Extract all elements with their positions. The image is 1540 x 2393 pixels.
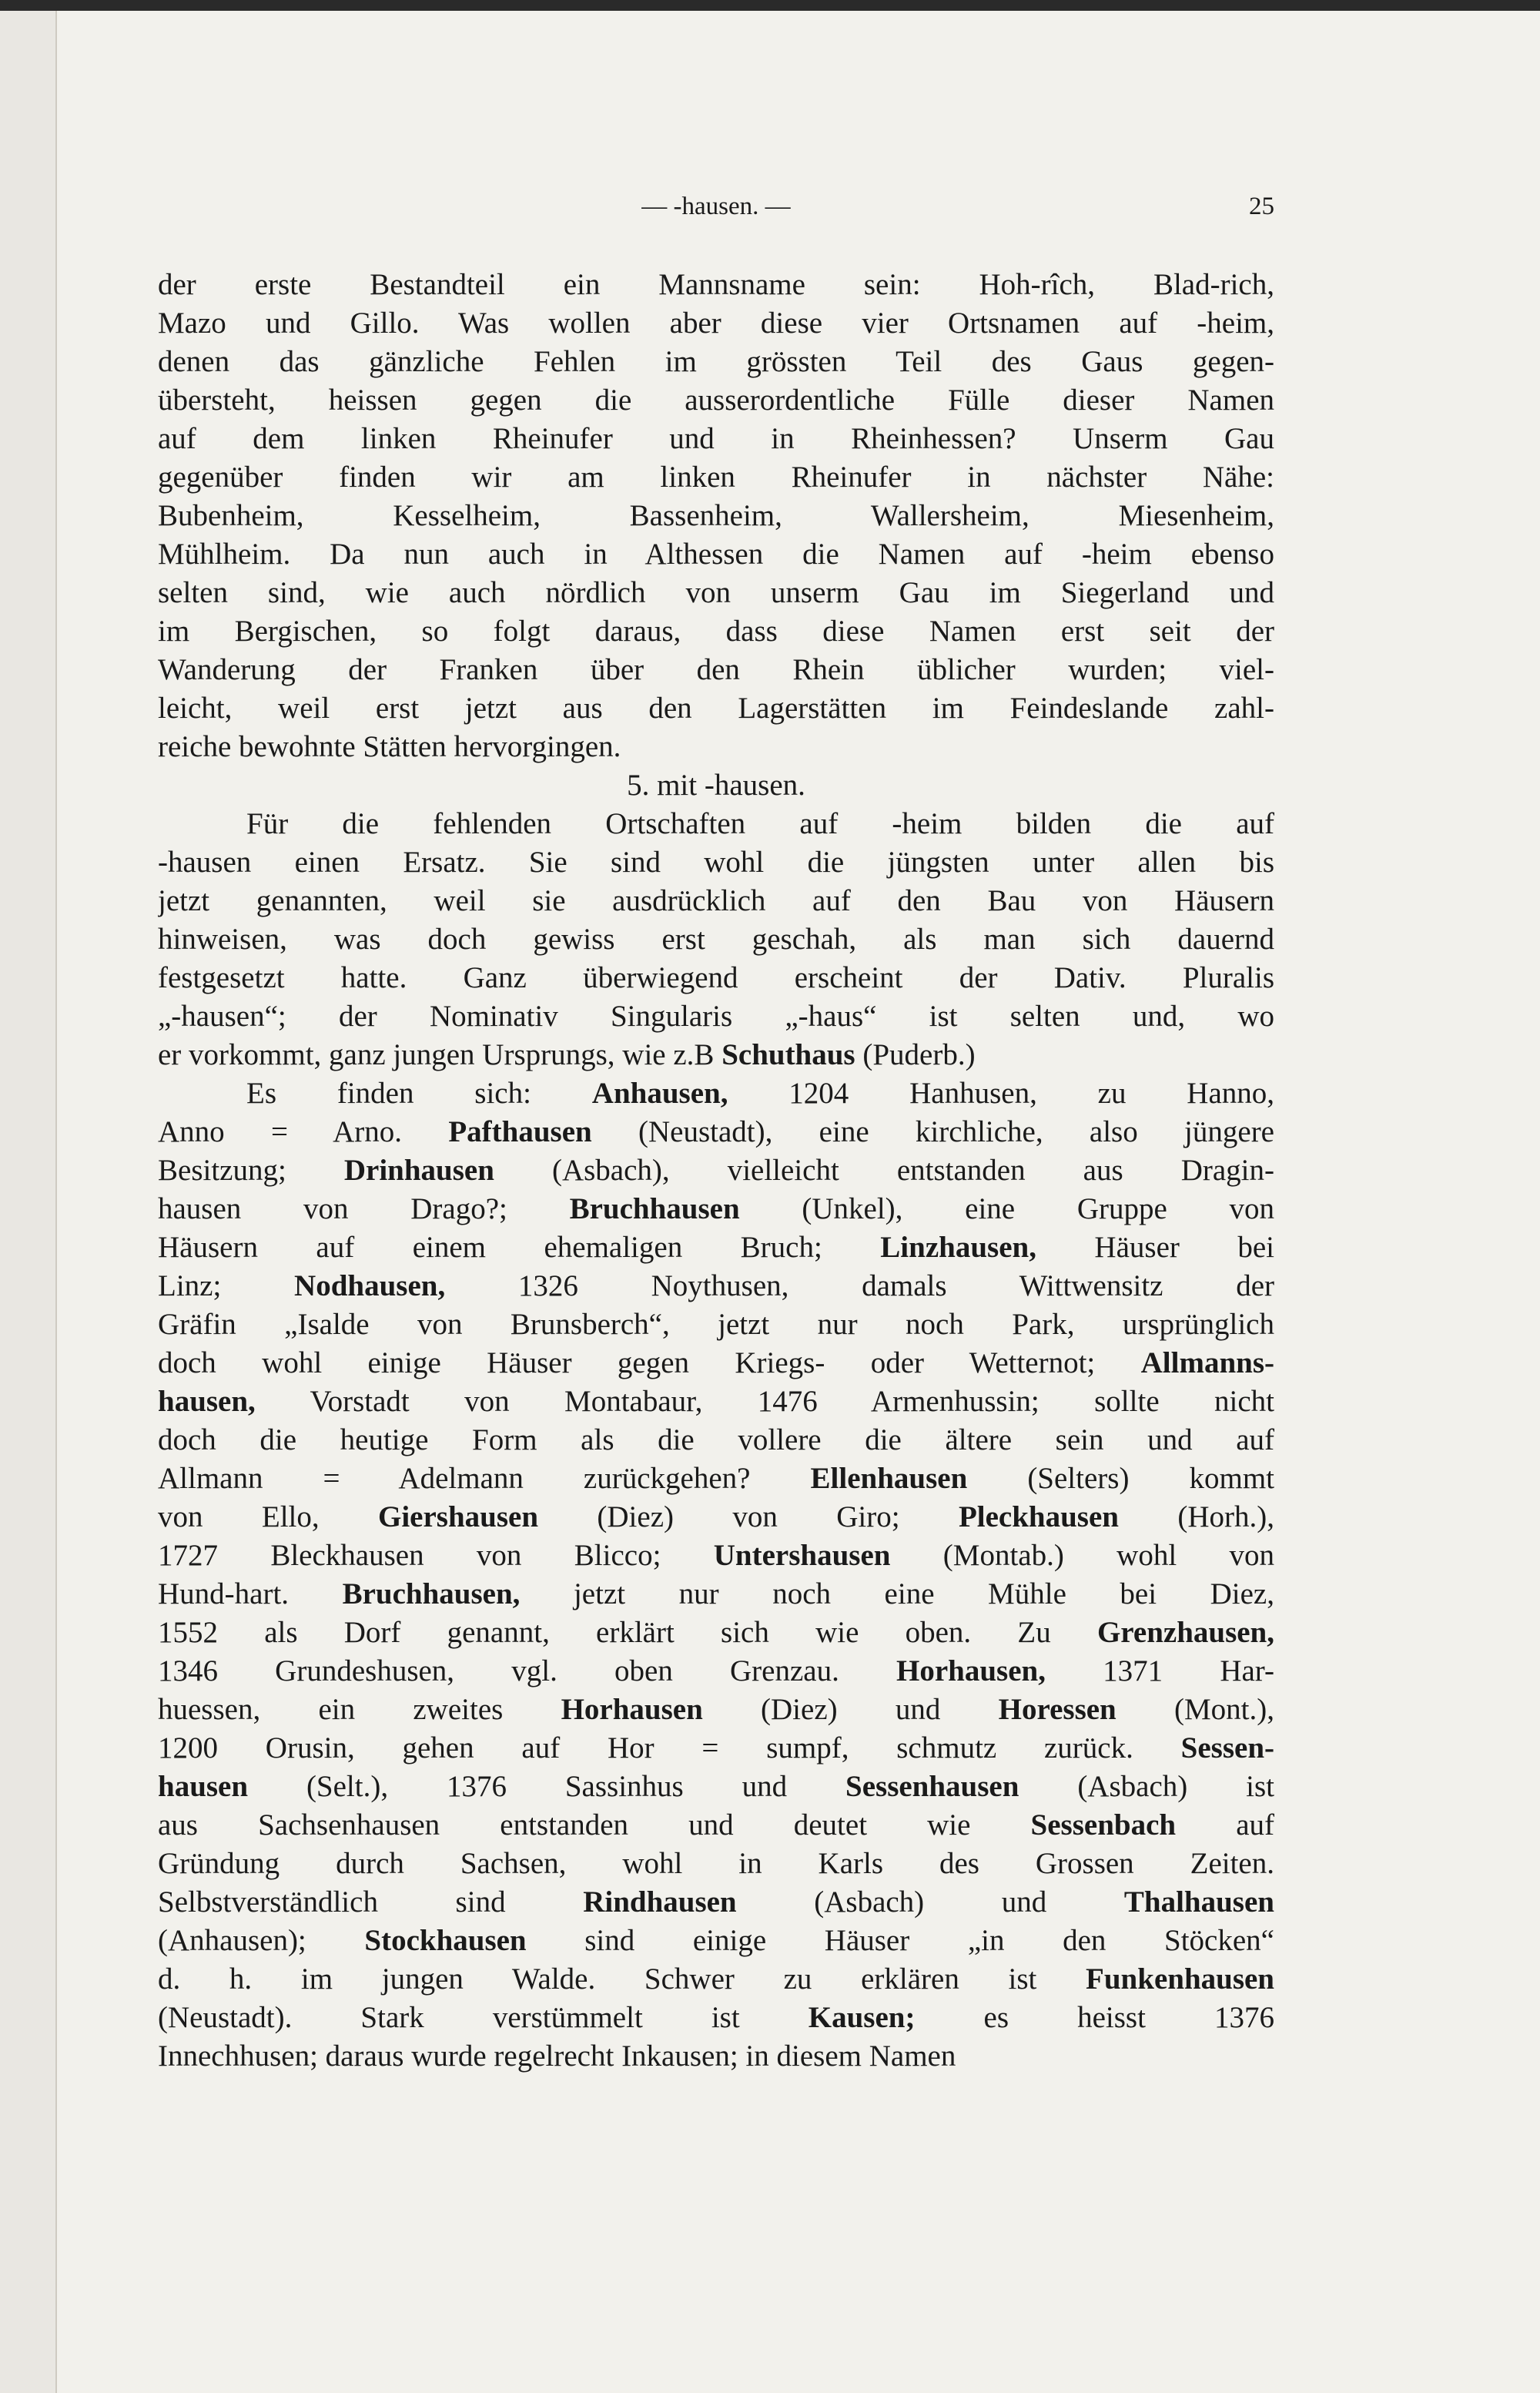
- section-heading: 5. mit -hausen.: [627, 769, 805, 802]
- text-run: (Mont.),: [1116, 1693, 1274, 1726]
- page-header: [158, 193, 1274, 231]
- text-run: von Ello,: [158, 1500, 378, 1533]
- text-run: huessen, ein zweites: [158, 1693, 561, 1726]
- text-run: Häuser bei: [1036, 1231, 1274, 1264]
- text-line: [158, 1845, 1274, 1883]
- text-line: [158, 1922, 1274, 1960]
- text-line: [158, 1691, 1274, 1729]
- text-line: im Bergischen, so folgt daraus, dass diese Namen erst seit der: [158, 615, 1274, 648]
- place-name: Sessenbach: [1030, 1808, 1177, 1842]
- text-line: übersteht, heissen gegen die ausserordentliche Fülle dieser Namen: [158, 384, 1274, 417]
- text-run: 1552 als Dorf genannt, erklärt sich wie oben. Zu: [158, 1616, 1097, 1649]
- text-line: [158, 959, 1274, 997]
- text-run: 1200 Orusin, gehen auf Hor = sumpf, schmutz zurück.: [158, 1731, 1181, 1765]
- text-line: [158, 1151, 1274, 1190]
- place-name: Horhausen: [561, 1693, 703, 1726]
- text-line: [158, 805, 1274, 843]
- page-number: 25: [1249, 193, 1274, 220]
- text-run: Innechhusen; daraus wurde regelrecht Inkausen; in diesem Namen: [158, 2039, 956, 2073]
- text-line: der erste Bestandteil ein Mannsname sein: Hoh-rîch, Blad-rich,: [158, 268, 1274, 301]
- text-line: [158, 1344, 1274, 1383]
- place-name: Rindhausen: [583, 1885, 737, 1919]
- text-run: doch wohl einige Häuser gegen Kriegs- oder Wetternot;: [158, 1346, 1141, 1379]
- text-line: [158, 1537, 1274, 1575]
- text-run: -hausen einen Ersatz. Sie sind wohl die jüngsten unter allen bis: [158, 846, 1274, 879]
- text-line: [158, 1999, 1274, 2037]
- place-name: Schuthaus: [721, 1038, 855, 1071]
- place-name: Sessen-: [1180, 1731, 1274, 1765]
- place-name: Kausen;: [808, 2001, 916, 2034]
- page-body: [158, 266, 1274, 2076]
- text-line: [158, 1421, 1274, 1460]
- text-line: Bubenheim, Kesselheim, Bassenheim, Wallersheim, Miesenheim,: [158, 499, 1274, 532]
- text-run: 1346 Grundeshusen, vgl. oben Grenzau.: [158, 1654, 897, 1688]
- place-name: Grenzhausen,: [1096, 1616, 1274, 1649]
- text-run: Anno = Arno.: [158, 1115, 449, 1148]
- text-line: [158, 1652, 1274, 1691]
- text-run: Gräfin „Isalde von Brunsberch“, jetzt nur noch Park, ursprünglich: [158, 1308, 1274, 1341]
- text-run: (Asbach) und: [736, 1885, 1124, 1919]
- place-name: Giershausen: [378, 1500, 539, 1533]
- text-run: „-hausen“; der Nominativ Singularis „-haus“ ist selten und, wo: [158, 1000, 1274, 1033]
- text-line: gegenüber finden wir am linken Rheinufer in nächster Nähe:: [158, 461, 1274, 494]
- text-line: [158, 1575, 1274, 1614]
- place-name: Thalhausen: [1123, 1885, 1274, 1919]
- text-line: Mazo und Gillo. Was wollen aber diese vier Ortsnamen auf -heim,: [158, 307, 1274, 340]
- text-run: Linz;: [158, 1269, 295, 1302]
- text-line: [158, 1305, 1274, 1344]
- place-name: Horhausen,: [896, 1654, 1046, 1688]
- text-line: [158, 1768, 1274, 1806]
- place-name: Allmanns-: [1140, 1346, 1274, 1379]
- text-line: [158, 1228, 1274, 1267]
- text-run: 1727 Bleckhausen von Blicco;: [158, 1539, 714, 1572]
- text-line: [158, 1729, 1274, 1768]
- text-line: [158, 1383, 1274, 1421]
- text-line: [158, 1614, 1274, 1652]
- place-name: Sessenhausen: [845, 1770, 1019, 1803]
- text-line: selten sind, wie auch nördlich von unserm Gau im Siegerland und: [158, 576, 1274, 609]
- text-run: doch die heutige Form als die vollere die ältere sein und auf: [158, 1423, 1274, 1456]
- text-line: [158, 1960, 1274, 1999]
- text-line: [158, 1267, 1274, 1305]
- scan-top-edge: [0, 0, 1540, 11]
- place-name: Stockhausen: [364, 1924, 527, 1957]
- text-line: denen das gänzliche Fehlen im grössten Teil des Gaus gegen-: [158, 345, 1274, 378]
- text-run: jetzt nur noch eine Mühle bei Diez,: [520, 1577, 1274, 1610]
- text-line: [158, 1498, 1274, 1537]
- place-name: Funkenhausen: [1086, 1962, 1274, 1996]
- text-run: auf: [1176, 1808, 1274, 1842]
- text-run: Häusern auf einem ehemaligen Bruch;: [158, 1231, 881, 1264]
- paragraph-2: [158, 805, 1274, 1074]
- place-name: Anhausen,: [591, 1077, 728, 1110]
- place-name: hausen,: [158, 1385, 256, 1418]
- text-run: (Neustadt). Stark verstümmelt ist: [158, 2001, 808, 2034]
- place-name: Pleckhausen: [958, 1500, 1119, 1533]
- text-line: [158, 2037, 1274, 2076]
- text-run: (Unkel), eine Gruppe von: [739, 1192, 1274, 1225]
- text-run: (Puderb.): [855, 1038, 976, 1071]
- text-run: sind einige Häuser „in den Stöcken“: [526, 1924, 1274, 1957]
- place-name: Ellenhausen: [810, 1462, 968, 1495]
- text-line: [158, 1190, 1274, 1228]
- text-run: Gründung durch Sachsen, wohl in Karls des Grossen Zeiten.: [158, 1847, 1274, 1880]
- text-run: Vorstadt von Montabaur, 1476 Armenhussin; sollte nicht: [255, 1385, 1274, 1418]
- text-line: [158, 843, 1274, 882]
- text-run: (Neustadt), eine kirchliche, also jüngere: [591, 1115, 1274, 1148]
- text-run: Es finden sich:: [246, 1077, 592, 1110]
- text-line: [158, 882, 1274, 920]
- text-run: aus Sachsenhausen entstanden und deutet wie: [158, 1808, 1031, 1842]
- text-run: jetzt genannten, weil sie ausdrücklich auf den Bau von Häusern: [158, 884, 1274, 917]
- text-line: reiche bewohnte Stätten hervorgingen.: [158, 730, 621, 763]
- text-run: hausen von Drago?;: [158, 1192, 570, 1225]
- text-line: auf dem linken Rheinufer und in Rheinhessen? Unserm Gau: [158, 422, 1274, 455]
- place-name: Untershausen: [713, 1539, 891, 1572]
- text-line: [158, 1036, 1274, 1074]
- place-name: Bruchhausen: [569, 1192, 740, 1225]
- text-run: es heisst 1376: [915, 2001, 1274, 2034]
- text-line: Wanderung der Franken über den Rhein üblicher wurden; viel-: [158, 653, 1274, 686]
- text-run: Selbstverständlich sind: [158, 1885, 584, 1919]
- place-name: hausen: [158, 1770, 249, 1803]
- text-run: Für die fehlenden Ortschaften auf -heim bilden die auf: [246, 807, 1274, 840]
- text-line: [158, 920, 1274, 959]
- text-run: (Selt.), 1376 Sassinhus und: [248, 1770, 846, 1803]
- text-line: [158, 1113, 1274, 1151]
- text-run: (Asbach), vielleicht entstanden aus Dragin-: [494, 1154, 1274, 1187]
- text-line: [158, 1883, 1274, 1922]
- running-head: — -hausen. —: [641, 193, 791, 220]
- text-run: Hund-hart.: [158, 1577, 343, 1610]
- text-line: [158, 1460, 1274, 1498]
- text-run: (Diez) von Giro;: [538, 1500, 959, 1533]
- text-run: d. h. im jungen Walde. Schwer zu erklären ist: [158, 1962, 1086, 1996]
- text-run: Besitzung;: [158, 1154, 344, 1187]
- place-name: Pafthausen: [448, 1115, 592, 1148]
- paragraph-1: [158, 266, 1274, 766]
- text-run: (Montab.) wohl von: [890, 1539, 1274, 1572]
- place-name: Bruchhausen,: [342, 1577, 521, 1610]
- text-run: hinweisen, was doch gewiss erst geschah, als man sich dauernd: [158, 923, 1274, 956]
- place-name: Linzhausen,: [880, 1231, 1036, 1264]
- text-run: (Diez) und: [702, 1693, 999, 1726]
- text-line: [158, 997, 1274, 1036]
- text-run: 1326 Noythusen, damals Wittwensitz der: [445, 1269, 1274, 1302]
- text-run: (Horh.),: [1118, 1500, 1274, 1533]
- text-run: 1204 Hanhusen, zu Hanno,: [728, 1077, 1274, 1110]
- text-run: (Asbach) ist: [1019, 1770, 1274, 1803]
- text-run: (Selters) kommt: [967, 1462, 1274, 1495]
- text-run: Allmann = Adelmann zurückgehen?: [158, 1462, 811, 1495]
- text-line: [158, 1074, 1274, 1113]
- text-run: (Anhausen);: [158, 1924, 365, 1957]
- text-line: leicht, weil erst jetzt aus den Lagerstätten im Feindeslande zahl-: [158, 692, 1274, 725]
- text-line: [158, 1806, 1274, 1845]
- text-run: 1371 Har-: [1045, 1654, 1274, 1688]
- text-run: festgesetzt hatte. Ganz überwiegend erscheint der Dativ. Pluralis: [158, 961, 1274, 994]
- place-name: Horessen: [998, 1693, 1116, 1726]
- paragraph-3: [158, 1074, 1274, 2076]
- place-name: Nodhausen,: [294, 1269, 446, 1302]
- text-line: Mühlheim. Da nun auch in Althessen die Namen auf -heim ebenso: [158, 538, 1274, 571]
- place-name: Drinhausen: [343, 1154, 494, 1187]
- text-run: er vorkommt, ganz jungen Ursprungs, wie z.B: [158, 1038, 722, 1071]
